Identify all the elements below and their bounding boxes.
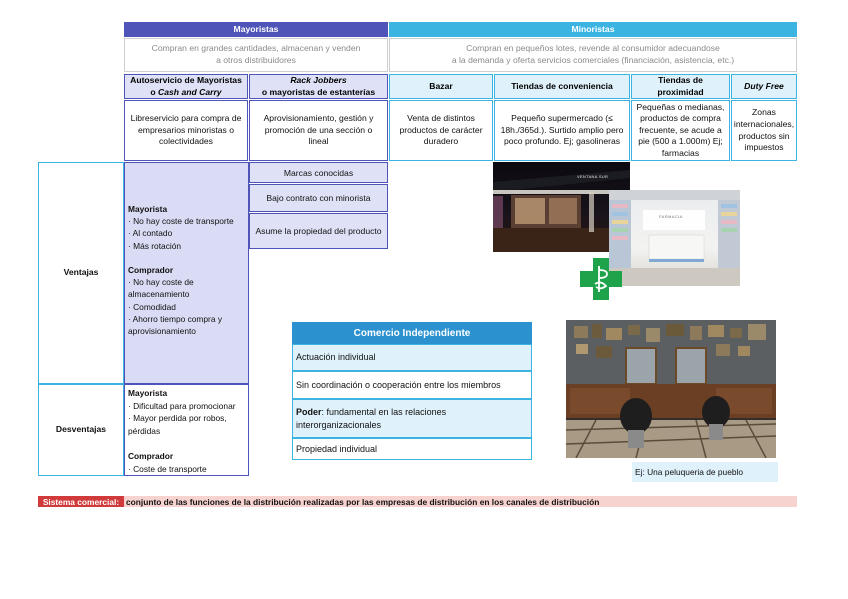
col-header-conveniencia-text: Tiendas de conveniencia <box>511 80 613 91</box>
ci-row-actuacion <box>292 344 532 371</box>
pharmacy-cross-icon <box>580 258 622 300</box>
desventajas-mayorista-title: Mayorista <box>128 388 168 398</box>
ci-row-poder-content <box>296 406 528 431</box>
desventajas-box <box>124 384 249 476</box>
ci-row-text: Propiedad individual <box>296 443 378 454</box>
desventajas-mayorista-item: · Mayor perdida por robos, pérdidas <box>128 413 227 436</box>
comercio-independiente-table <box>292 322 532 460</box>
desc-cash-and-carry <box>124 100 248 161</box>
ci-row-poder-bold: Poder <box>296 406 322 417</box>
ci-row-text: Actuación individual <box>296 352 376 363</box>
rack-feature-marcas <box>249 162 388 183</box>
col-header-proximidad-text: Tiendas de proximidad <box>657 74 704 97</box>
ci-row-coordinacion <box>292 371 532 399</box>
desc-proximidad-text: Pequeñas o medianas, productos de compra frecuente, se acude a pie (500 a 1.000m) Ej; farmacias <box>636 101 725 158</box>
ventajas-mayorista-item: · Más rotación <box>128 240 182 251</box>
pharmacy-image <box>609 190 740 286</box>
desc-duty-free <box>731 100 797 161</box>
ventajas-comprador-item: · No hay coste de almacenamiento <box>128 277 194 300</box>
desventajas-mayorista-item: · Dificultad para promocionar <box>128 400 236 411</box>
col-header-rack-jobbers <box>249 74 388 99</box>
rack-feature-propiedad <box>249 213 388 249</box>
ventajas-comprador-item: · Ahorro tiempo compra y aprovisionamiento <box>128 313 223 336</box>
desventajas-label <box>38 384 124 476</box>
desc-rack-text: Aprovisionamiento, gestión y promoción de una sección o lineal <box>263 113 374 147</box>
minoristas-header <box>389 22 797 37</box>
footer-definition: conjunto de las funciones de la distribución realizadas por las empresas de distribución en los canales de distribución <box>124 496 797 507</box>
ventajas-mayorista-title: Mayorista <box>128 204 168 214</box>
desc-bazar-text: Venta de distintos productos de carácter duradero <box>399 113 483 147</box>
col-header-bazar-text: Bazar <box>429 80 453 91</box>
ventajas-mayorista-item: · Al contado <box>128 228 173 239</box>
col-header-cash-line2-em: Cash and Carry <box>158 86 222 97</box>
rack-feature-text: Bajo contrato con minorista <box>266 193 371 203</box>
minoristas-subtitle-line2: a la demanda y oferta servicios comerciales (financiación, asistencia, etc.) <box>451 55 735 65</box>
ventajas-label-text: Ventajas <box>63 267 99 278</box>
pharmacy-sign-text: FARMACIA <box>659 214 683 219</box>
ventajas-comprador-item: · Comodidad <box>128 301 176 312</box>
rack-feature-contrato <box>249 184 388 212</box>
col-header-cash-and-carry <box>124 74 248 99</box>
col-header-duty-free <box>731 74 797 99</box>
desventajas-content <box>125 387 249 475</box>
col-header-conveniencia <box>494 74 630 99</box>
barber-caption: Ej: Una peluqueria de pueblo <box>632 462 778 482</box>
desventajas-comprador-title: Comprador <box>128 451 174 462</box>
desc-duty-free-text: Zonas internacionales, productos sin impuestos <box>733 107 795 153</box>
minoristas-subtitle-line1: Compran en pequeños lotes, revende al consumidor adecuandose <box>466 43 720 54</box>
ventajas-comprador-title: Comprador <box>128 264 174 275</box>
col-header-bazar <box>389 74 493 99</box>
desventajas-comprador-item: · Coste de transporte <box>128 463 207 474</box>
col-header-cash-line2-pre: o <box>150 86 159 97</box>
pharmacy-illustration <box>609 190 740 286</box>
col-header-rack-line1: Rack Jobbers <box>290 74 347 85</box>
ci-row-text: Sin coordinación o cooperación entre los miembros <box>296 379 501 390</box>
ventajas-mayorista-item: · No hay coste de transporte <box>128 216 234 227</box>
mayoristas-subtitle <box>124 38 388 72</box>
ci-row-propiedad <box>292 438 532 460</box>
minoristas-subtitle <box>389 38 797 72</box>
desc-rack-jobbers <box>249 100 388 161</box>
ventajas-label <box>38 162 124 384</box>
desc-proximidad <box>631 100 730 161</box>
mayoristas-subtitle-line2: a otros distribuidores <box>216 55 296 65</box>
col-header-cash-line1: Autoservicio de Mayoristas <box>130 74 242 85</box>
ci-row-text: : fundamental en las relaciones interorganizacionales <box>296 406 447 430</box>
mayoristas-header-text: Mayoristas <box>233 23 279 34</box>
desc-bazar <box>389 100 493 161</box>
mayoristas-header <box>124 22 388 37</box>
col-header-rack-line2: o mayoristas de estanterías <box>261 86 376 97</box>
col-header-cash-line2 <box>150 87 221 99</box>
barber-shop-illustration <box>566 320 776 458</box>
rack-feature-text: Asume la propiedad del producto <box>255 226 382 236</box>
ventajas-box <box>124 162 249 384</box>
comercio-independiente-title: Comercio Independiente <box>292 322 532 344</box>
store-sign-text: VENTANA SUR <box>577 174 609 179</box>
ventajas-content <box>125 203 249 337</box>
pharmacy-cross-svg <box>580 258 622 300</box>
desc-conveniencia-text: Pequeño supermercado (≤ 18h./365d.). Surtido amplio pero poco profundo. Ej; gasolineras <box>500 113 624 147</box>
col-header-duty-free-text: Duty Free <box>744 80 784 91</box>
rack-feature-text: Marcas conocidas <box>283 167 354 178</box>
footer-label: Sistema comercial: <box>38 496 124 507</box>
ci-row-poder <box>292 399 532 438</box>
minoristas-header-text: Minoristas <box>571 23 615 34</box>
desventajas-label-text: Desventajas <box>55 424 107 435</box>
desc-conveniencia <box>494 100 630 161</box>
mayoristas-subtitle-line1: Compran en grandes cantidades, almacenan y venden <box>151 43 361 54</box>
desc-cash-text: Libreservicio para compra de empresarios minoristas o colectividades <box>130 113 242 147</box>
barber-shop-image <box>566 320 776 458</box>
col-header-proximidad <box>631 74 730 99</box>
